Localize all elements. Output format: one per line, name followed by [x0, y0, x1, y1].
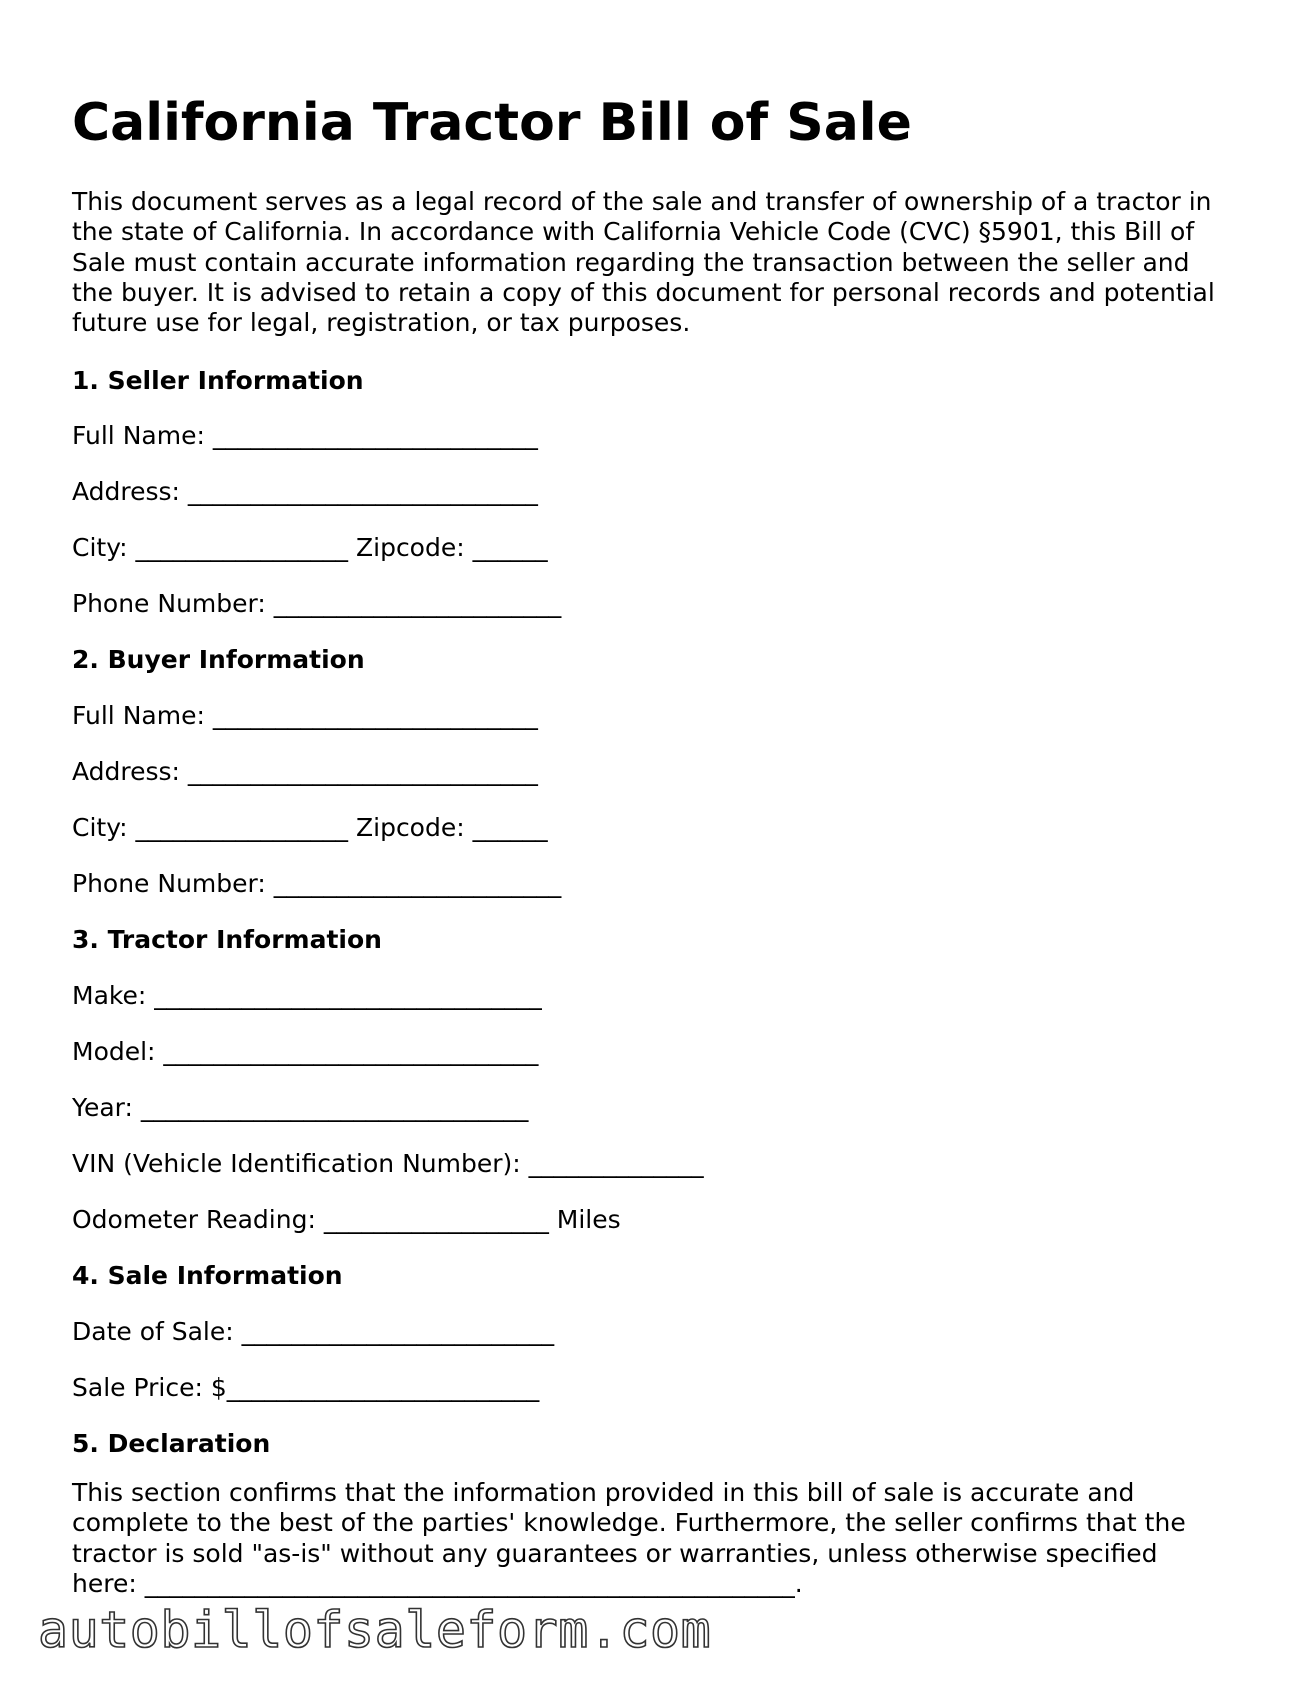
buyer-phone-field: Phone Number: _______________________ [72, 869, 562, 898]
buyer-address-field: Address: ____________________________ [72, 757, 538, 786]
seller-address-field: Address: ____________________________ [72, 477, 538, 506]
buyer-full-name-field: Full Name: __________________________ [72, 701, 538, 730]
buyer-section-heading: 2. Buyer Information [72, 645, 365, 674]
sale-section-heading: 4. Sale Information [72, 1261, 343, 1290]
intro-paragraph: This document serves as a legal record of the sale and transfer of ownership of a tractor in the state of California. In accordance with California Vehicle Code (CVC) §5901, this Bill of Sale must contain accurate information regarding the transaction between the seller and the buyer. It is advised to retain a copy of this document for personal records and potential future use for legal, registration, or tax purposes. [72, 187, 1215, 338]
tractor-model-field: Model: ______________________________ [72, 1037, 539, 1066]
tractor-make-field: Make: _______________________________ [72, 981, 542, 1010]
sale-date-field: Date of Sale: _________________________ [72, 1317, 555, 1346]
seller-city-zip-field: City: _________________ Zipcode: ______ [72, 533, 548, 562]
tractor-odometer-field: Odometer Reading: __________________ Miles [72, 1205, 621, 1234]
seller-phone-field: Phone Number: _______________________ [72, 589, 562, 618]
seller-full-name-field: Full Name: __________________________ [72, 421, 538, 450]
declaration-paragraph: This section confirms that the information provided in this bill of sale is accurate and complete to the best of the parties' knowledge. Furthermore, the seller confirms that the tractor is sold "as-is" without any guarantees or warranties, unless otherwise specified here: ____________________________________________________. [72, 1478, 1186, 1598]
declaration-section-heading: 5. Declaration [72, 1429, 271, 1458]
tractor-section-heading: 3. Tractor Information [72, 925, 382, 954]
site-watermark: autobillofsaleform.com [38, 1601, 712, 1659]
sale-price-field: Sale Price: $_________________________ [72, 1373, 540, 1402]
buyer-city-zip-field: City: _________________ Zipcode: ______ [72, 813, 548, 842]
tractor-year-field: Year: _______________________________ [72, 1093, 529, 1122]
tractor-vin-field: VIN (Vehicle Identification Number): ______________ [72, 1149, 704, 1178]
document-title: California Tractor Bill of Sale [72, 93, 912, 153]
seller-section-heading: 1. Seller Information [72, 366, 364, 395]
